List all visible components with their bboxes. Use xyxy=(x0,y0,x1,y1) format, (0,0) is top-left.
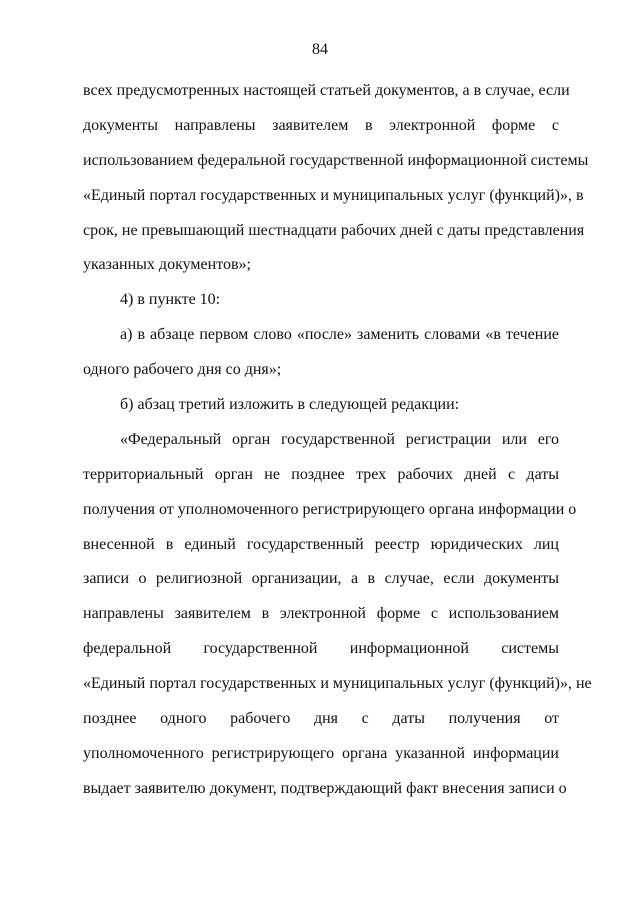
text-line: а) в абзаце первом слово «после» заменить словами «в течение xyxy=(120,326,559,344)
text-line: уполномоченного регистрирующего органа указанной информации xyxy=(83,744,559,762)
text-line: б) абзац третий изложить в следующей редакции: xyxy=(120,396,460,414)
text-line: федеральной государственной информационной системы xyxy=(83,640,559,658)
page-number: 84 xyxy=(312,41,328,58)
text-line: 4) в пункте 10: xyxy=(120,291,221,309)
text-line: выдает заявителю документ, подтверждающий факт внесения записи о xyxy=(83,779,567,797)
text-line: использованием федеральной государственной информационной системы xyxy=(83,151,589,169)
text-line: территориальный орган не позднее трех рабочих дней с даты xyxy=(83,465,559,483)
text-line: получения от уполномоченного регистрирующего органа информации о xyxy=(83,500,577,518)
text-line: «Единый портал государственных и муниципальных услуг (функций)», не xyxy=(83,675,592,693)
text-line: позднее одного рабочего дня с даты получения от xyxy=(83,710,559,728)
text-line: всех предусмотренных настоящей статьей документов, а в случае, если xyxy=(83,82,570,99)
text-line: указанных документов»; xyxy=(83,256,251,274)
text-line: одного рабочего дня со дня»; xyxy=(83,361,282,379)
text-line: направлены заявителем в электронной форме с использованием xyxy=(83,605,559,623)
text-line: записи о религиозной организации, а в случае, если документы xyxy=(83,570,559,588)
text-line: документы направлены заявителем в электронной форме с xyxy=(83,116,559,134)
text-line: «Федеральный орган государственной регистрации или его xyxy=(120,430,559,448)
text-line: внесенной в единый государственный реестр юридических лиц xyxy=(83,535,559,553)
document-body xyxy=(83,78,592,811)
text-line: срок, не превышающий шестнадцати рабочих дней с даты представления xyxy=(83,221,585,239)
text-line: «Единый портал государственных и муниципальных услуг (функций)», в xyxy=(83,186,584,204)
